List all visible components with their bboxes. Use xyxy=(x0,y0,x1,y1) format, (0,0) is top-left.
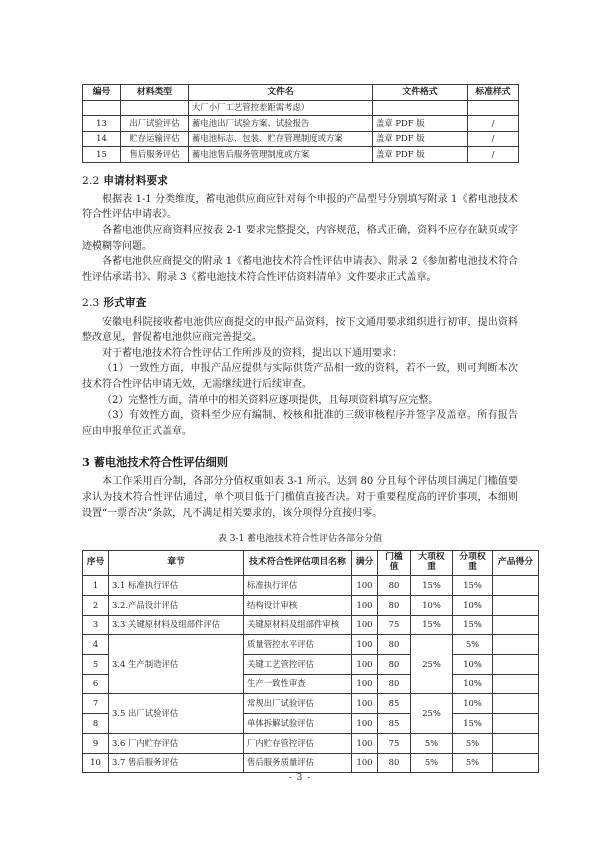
cell-material-type: 出厂试验评估 xyxy=(121,116,189,131)
cell-template: / xyxy=(468,131,519,146)
cell-full-score: 100 xyxy=(352,714,378,734)
cell-material-type: 贮存运输评估 xyxy=(121,131,189,146)
cell-sub-weight: 15% xyxy=(453,615,493,635)
cell-item-name: 关键工艺管控评估 xyxy=(244,655,352,675)
heading-2-3-number: 2.3 xyxy=(82,297,100,310)
cell-material-type xyxy=(121,100,189,115)
cell-chapter: 3.4 生产制造评估 xyxy=(109,635,244,694)
col-header-template: 标准样式 xyxy=(468,85,519,101)
cell-threshold: 80 xyxy=(378,635,411,655)
cell-item-name: 关键原材料及组部件审核 xyxy=(244,615,352,635)
cell-product-score xyxy=(493,714,539,734)
cell-threshold: 80 xyxy=(378,596,411,616)
cell-item-name: 单体拆解试验评估 xyxy=(244,714,352,734)
cell-seq: 3 xyxy=(83,615,109,635)
cell-product-score xyxy=(493,753,539,773)
cell-chapter: 3.1 标准执行评估 xyxy=(109,576,244,596)
cell-product-score xyxy=(493,655,539,675)
cell-full-score: 100 xyxy=(352,615,378,635)
heading-3 xyxy=(82,455,518,469)
table-row xyxy=(83,615,539,635)
paragraph-2-3-3: （1）一致性方面，申报产品应提供与实际供货产品相一致的资料，若不一致，则可判断本次技术符合性评估申请无效，无需继续进行后续审查。 xyxy=(82,363,518,390)
score-table-caption: 表 3-1 蓄电池技术符合性评估各部分分值 xyxy=(217,534,383,545)
cell-full-score: 100 xyxy=(352,635,378,655)
cell-major-weight: 25% xyxy=(411,694,453,733)
cell-sub-weight: 15% xyxy=(453,576,493,596)
col-header-major-weight: 大项权重 xyxy=(411,550,453,576)
paragraph-2-3-2: 对于蓄电池技术符合性评估工作所涉及的资料，提出以下通用要求： xyxy=(102,347,402,359)
cell-filename: 大厂小厂工艺管控差距需考虑） xyxy=(189,100,373,115)
cell-no: 13 xyxy=(83,116,121,131)
cell-threshold: 80 xyxy=(378,576,411,596)
cell-item-name: 生产一致性审查 xyxy=(244,674,352,694)
heading-2-2-number: 2.2 xyxy=(82,174,100,187)
cell-full-score: 100 xyxy=(352,753,378,773)
cell-material-type: 售后服务评估 xyxy=(121,147,189,162)
cell-item-name: 标准执行评估 xyxy=(244,576,352,596)
cell-filename: 蓄电池售后服务管理制度或方案 xyxy=(189,147,373,162)
cell-chapter: 3.5 出厂试验评估 xyxy=(109,694,244,733)
cell-format: 盖章 PDF 版 xyxy=(373,147,468,162)
cell-product-score xyxy=(493,615,539,635)
cell-format: 盖章 PDF 版 xyxy=(373,116,468,131)
table-row xyxy=(83,635,539,655)
cell-sub-weight: 10% xyxy=(453,674,493,694)
cell-chapter: 3.7 售后服务评估 xyxy=(109,753,244,773)
cell-no: 14 xyxy=(83,131,121,146)
table-row xyxy=(83,596,539,616)
table-row xyxy=(83,100,519,115)
cell-product-score xyxy=(493,576,539,596)
cell-filename: 蓄电池出厂试验方案、试验报告 xyxy=(189,116,373,131)
cell-sub-weight: 10% xyxy=(453,596,493,616)
cell-sub-weight: 15% xyxy=(453,714,493,734)
cell-full-score: 100 xyxy=(352,596,378,616)
cell-item-name: 售后服务质量评估 xyxy=(244,753,352,773)
table-row xyxy=(83,576,539,596)
cell-filename: 蓄电池标志、包装、贮存管理制度或方案 xyxy=(189,131,373,146)
cell-chapter: 3.2.产品设计评估 xyxy=(109,596,244,616)
heading-2-2-title: 申请材料要求 xyxy=(103,174,169,187)
cell-template xyxy=(468,100,519,115)
cell-full-score: 100 xyxy=(352,674,378,694)
cell-major-weight: 5% xyxy=(411,753,453,773)
col-header-no: 编号 xyxy=(83,85,121,101)
cell-item-name: 常规出厂试验评估 xyxy=(244,694,352,714)
col-header-item-name: 技术符合性评估项目名称 xyxy=(244,550,352,576)
cell-format xyxy=(373,100,468,115)
cell-no: 15 xyxy=(83,147,121,162)
page-content xyxy=(82,84,534,773)
cell-sub-weight: 5% xyxy=(453,753,493,773)
cell-major-weight: 5% xyxy=(411,733,453,753)
cell-seq: 6 xyxy=(83,674,109,694)
cell-full-score: 100 xyxy=(352,733,378,753)
score-weight-table xyxy=(82,550,539,773)
cell-seq: 7 xyxy=(83,694,109,714)
heading-2-3 xyxy=(82,297,518,310)
col-header-material-type: 材料类型 xyxy=(121,85,189,101)
cell-major-weight: 25% xyxy=(411,635,453,694)
table-row xyxy=(83,131,519,146)
table-row xyxy=(83,733,539,753)
cell-no xyxy=(83,100,121,115)
table-row xyxy=(83,753,539,773)
cell-threshold: 80 xyxy=(378,655,411,675)
cell-template: / xyxy=(468,116,519,131)
cell-chapter: 3.6 厂内贮存评估 xyxy=(109,733,244,753)
cell-product-score xyxy=(493,694,539,714)
page-number: - 3 - xyxy=(288,773,312,783)
cell-product-score xyxy=(493,635,539,655)
table-row xyxy=(83,116,519,131)
cell-major-weight: 10% xyxy=(411,596,453,616)
cell-threshold: 75 xyxy=(378,615,411,635)
cell-seq: 8 xyxy=(83,714,109,734)
heading-2-3-title: 形式审查 xyxy=(103,297,147,310)
heading-2-2 xyxy=(82,175,518,188)
cell-item-name: 厂内贮存管控评估 xyxy=(244,733,352,753)
paragraph-2-3-5: （3）有效性方面，资料至少应有编制、校核和批准的三级审核程序并签字及盖章。所有报告应由申报单位正式盖章。 xyxy=(82,410,518,437)
paragraph-2-3-4: （2）完整性方面，清单中的相关资料应逐项提供，且每项资料填写应完整。 xyxy=(102,394,439,406)
cell-product-score xyxy=(493,733,539,753)
table-header-row xyxy=(83,85,519,101)
col-header-sub-weight: 分项权重 xyxy=(453,550,493,576)
cell-threshold: 80 xyxy=(378,674,411,694)
col-header-threshold: 门槛值 xyxy=(378,550,411,576)
cell-sub-weight: 5% xyxy=(453,635,493,655)
cell-major-weight: 15% xyxy=(411,615,453,635)
paragraph-2-3-1: 安徽电科院接收蓄电池供应商提交的申报产品资料，按下文通用要求组织进行初审，提出资料整改意见，督促蓄电池供应商完善提交。 xyxy=(82,316,518,344)
cell-threshold: 75 xyxy=(378,733,411,753)
heading-3-title: 蓄电池技术符合性评估细则 xyxy=(93,455,228,470)
cell-seq: 2 xyxy=(83,596,109,616)
table-header-row xyxy=(83,550,539,576)
col-header-seq: 序号 xyxy=(83,550,109,576)
cell-threshold: 85 xyxy=(378,714,411,734)
material-requirements-table xyxy=(82,84,519,163)
paragraph-3-1: 本工作采用百分制，各部分分值权重如表 3-1 所示。达到 80 分且每个评估项目满足门槛值要求认为技术符合性评估通过，单个项目低于门槛值直接否决。对于重要程度高的评价事项，本细则设置“一票否决”条款，凡不满足相关要求的，该分项得分直接归零。 xyxy=(82,476,518,519)
cell-major-weight: 15% xyxy=(411,576,453,596)
cell-seq: 9 xyxy=(83,733,109,753)
paragraph-2-2-2: 各蓄电池供应商资料应按表 2-1 要求完整提交，内容规范，格式正确，资料不应存在缺页或字迹模糊等问题。 xyxy=(82,224,518,252)
cell-threshold: 85 xyxy=(378,694,411,714)
cell-full-score: 100 xyxy=(352,576,378,596)
paragraph-2-2-1: 根据表 1-1 分类维度，蓄电池供应商应针对每个申报的产品型号分别填写附录 1《蓄电池技术符合性评估申请表》。 xyxy=(82,193,518,221)
col-header-format: 文件格式 xyxy=(373,85,468,101)
cell-item-name: 质量管控水平评估 xyxy=(244,635,352,655)
table-row xyxy=(83,694,539,714)
col-header-chapter: 章节 xyxy=(109,550,244,576)
cell-threshold: 80 xyxy=(378,753,411,773)
cell-seq: 10 xyxy=(83,753,109,773)
col-header-full-score: 满分 xyxy=(352,550,378,576)
col-header-product-score: 产品得分 xyxy=(493,550,539,576)
cell-full-score: 100 xyxy=(352,694,378,714)
cell-sub-weight: 10% xyxy=(453,655,493,675)
cell-chapter: 3.3 关键原材料及组部件评估 xyxy=(109,615,244,635)
cell-item-name: 结构设计审核 xyxy=(244,596,352,616)
cell-sub-weight: 5% xyxy=(453,733,493,753)
col-header-filename: 文件名 xyxy=(189,85,373,101)
cell-seq: 1 xyxy=(83,576,109,596)
cell-product-score xyxy=(493,674,539,694)
cell-sub-weight: 10% xyxy=(453,694,493,714)
cell-template: / xyxy=(468,147,519,162)
cell-product-score xyxy=(493,596,539,616)
heading-3-number: 3 xyxy=(82,455,90,470)
cell-seq: 4 xyxy=(83,635,109,655)
cell-seq: 5 xyxy=(83,655,109,675)
table-row xyxy=(83,147,519,162)
cell-format: 盖章 PDF 版 xyxy=(373,131,468,146)
cell-full-score: 100 xyxy=(352,655,378,675)
paragraph-2-2-3: 各蓄电池供应商提交的附录 1《蓄电池技术符合性评估申请表》、附录 2《参加蓄电池技术符合性评估承诺书》、附录 3《蓄电池技术符合性评估资料清单》文件要求正式盖章。 xyxy=(82,256,518,283)
